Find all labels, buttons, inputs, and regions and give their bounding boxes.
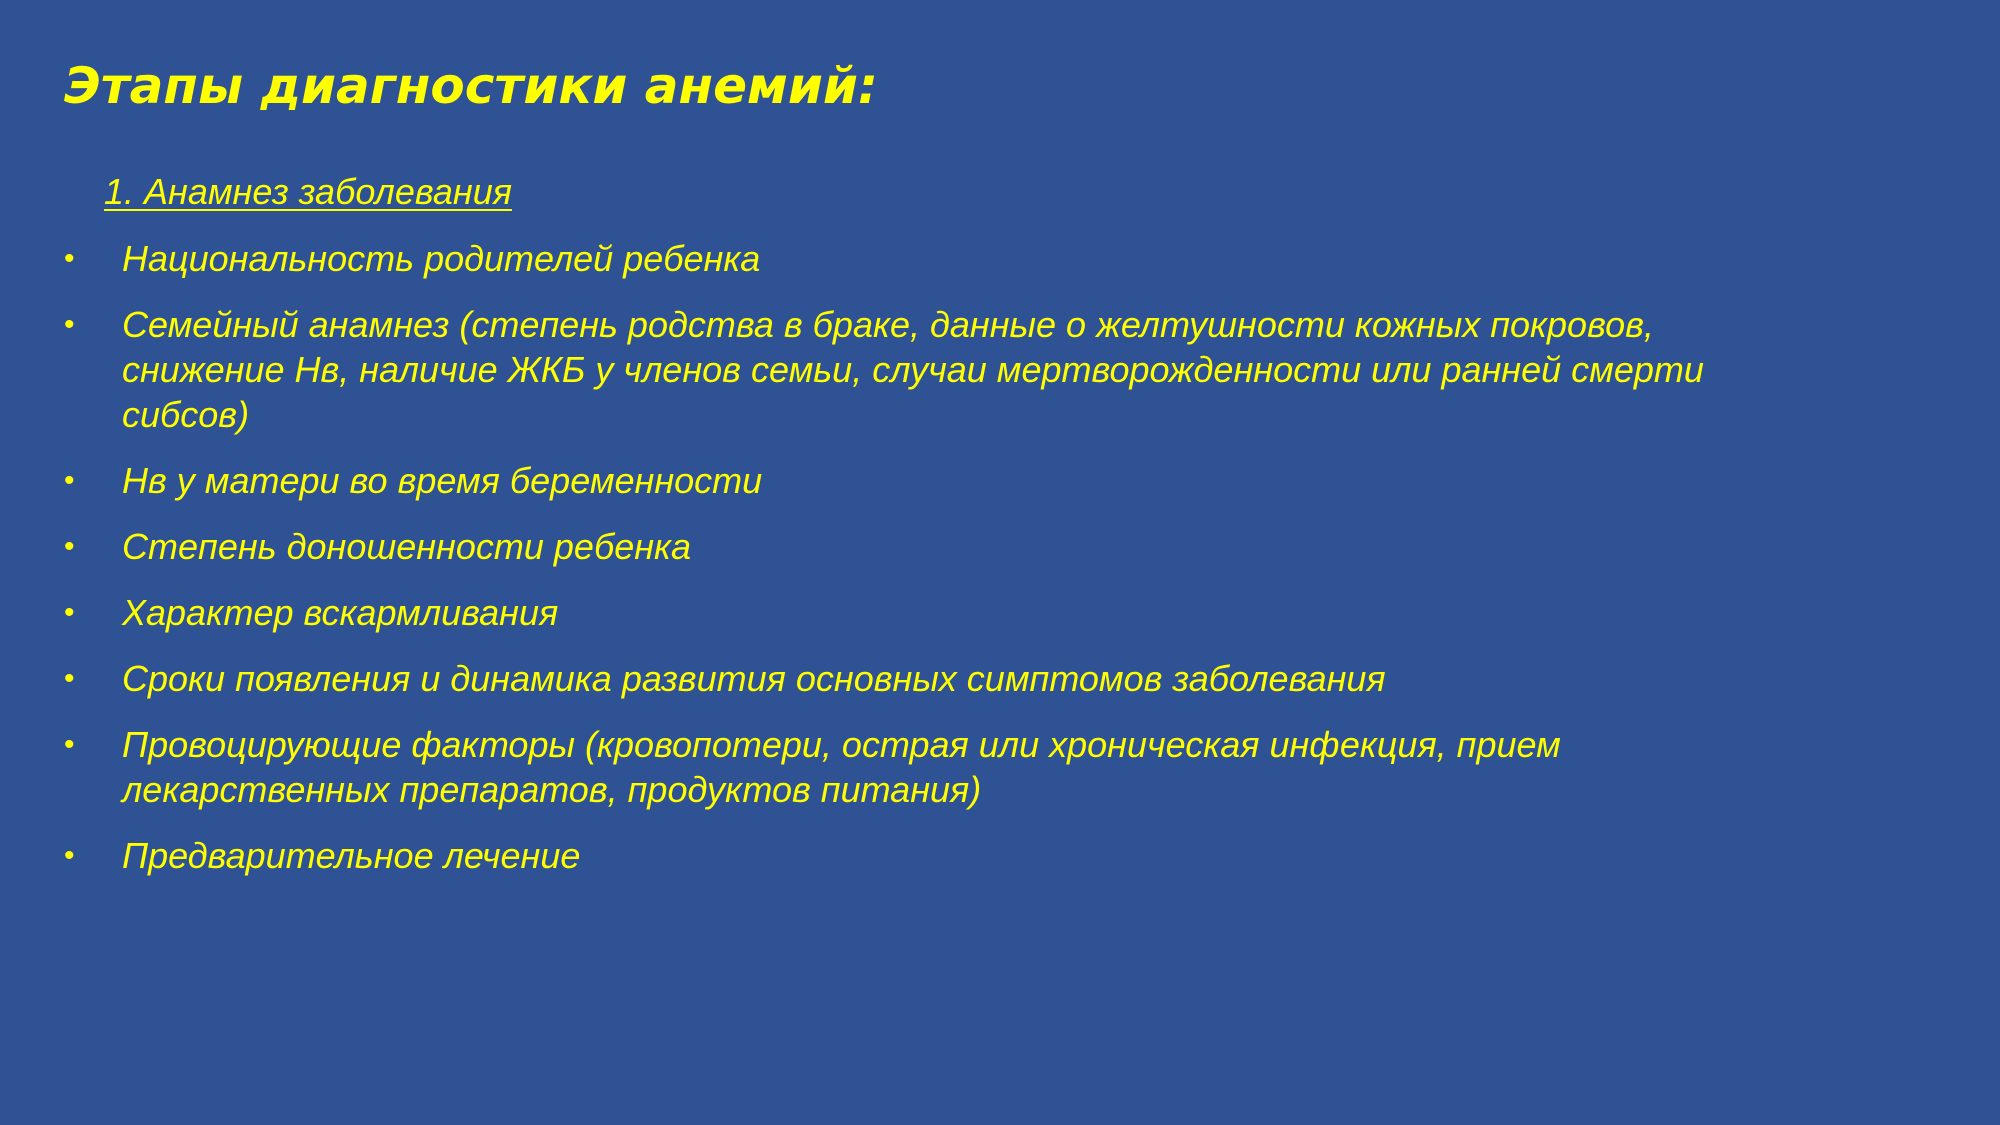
- bullet-icon: •: [64, 530, 75, 563]
- bullet-list: [0, 236, 1780, 899]
- list-item: [0, 833, 1780, 878]
- bullet-icon: •: [64, 242, 75, 275]
- list-item: [0, 590, 1780, 635]
- list-item-text: Провоцирующие факторы (кровопотери, острая или хроническая инфекция, прием лекарственных препаратов, продуктов питания): [122, 724, 1561, 810]
- list-item: [0, 302, 1780, 437]
- list-item-text: Степень доношенности ребенка: [122, 526, 692, 567]
- list-item: [0, 236, 1780, 281]
- list-item-text: Предварительное лечение: [122, 835, 581, 876]
- list-item-text: Национальность родителей ребенка: [122, 238, 761, 279]
- slide-title: Этапы диагностики анемий:: [64, 57, 878, 115]
- list-item-text: Сроки появления и динамика развития основных симптомов заболевания: [122, 658, 1386, 699]
- list-item-text: Характер вскармливания: [122, 592, 559, 633]
- bullet-icon: •: [64, 662, 75, 695]
- list-item: [0, 656, 1780, 701]
- bullet-icon: •: [64, 839, 75, 872]
- bullet-icon: •: [64, 464, 75, 497]
- list-item-text: Семейный анамнез (степень родства в браке, данные о желтушности кожных покровов, снижение Нв, наличие ЖКБ у членов семьи, случаи мертворожденности или ранней смерти сибсов): [122, 304, 1704, 435]
- bullet-icon: •: [64, 596, 75, 629]
- list-item: [0, 524, 1780, 569]
- list-item: [0, 722, 1780, 812]
- bullet-icon: •: [64, 308, 75, 341]
- list-item-text: Нв у матери во время беременности: [122, 460, 763, 501]
- bullet-icon: •: [64, 728, 75, 761]
- list-item: [0, 458, 1780, 503]
- section-subtitle: 1. Анамнез заболевания: [104, 171, 512, 212]
